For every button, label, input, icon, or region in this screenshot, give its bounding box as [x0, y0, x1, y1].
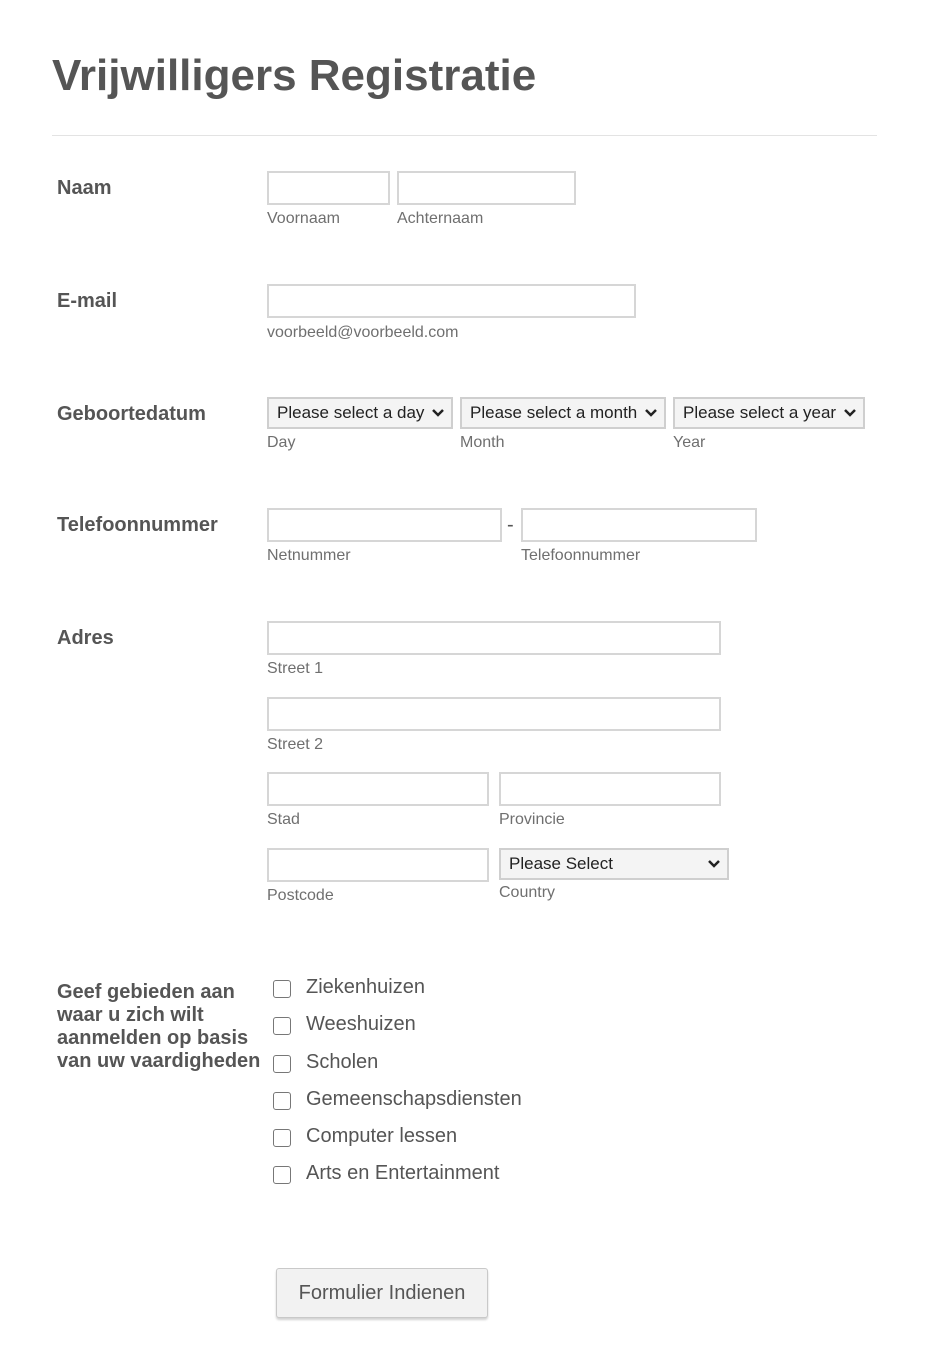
chevron-down-icon [707, 859, 721, 869]
month-select[interactable] [460, 397, 666, 429]
last-name-sublabel: Achternaam [397, 210, 484, 227]
street2-input[interactable] [267, 697, 721, 731]
address-label: Adres [57, 627, 114, 649]
checkbox-icon[interactable] [273, 1092, 291, 1110]
street2-sublabel: Street 2 [267, 736, 324, 753]
street1-sublabel: Street 1 [267, 660, 324, 677]
country-select-value: Please Select [509, 854, 613, 873]
checkbox-option-label: Gemeenschapsdiensten [306, 1088, 522, 1110]
day-select[interactable] [267, 397, 453, 429]
checkbox-icon[interactable] [273, 1017, 291, 1035]
areas-label: Geef gebieden aan waar u zich wilt aanmelden op basis van uw vaardigheden [57, 981, 261, 1072]
last-name-input[interactable] [397, 171, 576, 205]
month-sublabel: Month [460, 434, 505, 451]
area-code-input[interactable] [267, 508, 502, 542]
naam-label: Naam [57, 177, 112, 199]
year-select[interactable] [673, 397, 865, 429]
email-label: E-mail [57, 290, 118, 312]
province-sublabel: Provincie [499, 811, 565, 828]
email-sublabel: voorbeeld@voorbeeld.com [267, 324, 459, 341]
checkbox-option-label: Scholen [306, 1051, 379, 1073]
postcode-input[interactable] [267, 848, 489, 882]
birthdate-label: Geboortedatum [57, 403, 206, 425]
email-input[interactable] [267, 284, 636, 318]
day-select-value: Please select a day [277, 403, 425, 422]
phone-separator: - [507, 514, 514, 536]
submit-button[interactable]: Formulier Indienen [276, 1268, 488, 1318]
month-select-value: Please select a month [470, 403, 638, 422]
chevron-down-icon [843, 408, 857, 418]
country-sublabel: Country [499, 884, 556, 901]
checkbox-icon[interactable] [273, 1055, 291, 1073]
first-name-input[interactable] [267, 171, 390, 205]
country-select[interactable] [499, 848, 729, 880]
checkbox-icon[interactable] [273, 1129, 291, 1147]
postcode-sublabel: Postcode [267, 887, 334, 904]
checkbox-option-label: Arts en Entertainment [306, 1162, 500, 1184]
checkbox-icon[interactable] [273, 1166, 291, 1184]
phone-label: Telefoonnummer [57, 514, 218, 536]
street1-input[interactable] [267, 621, 721, 655]
checkbox-option-label: Computer lessen [306, 1125, 458, 1147]
chevron-down-icon [431, 408, 445, 418]
checkbox-option-label: Weeshuizen [306, 1013, 416, 1035]
checkbox-option-label: Ziekenhuizen [306, 976, 425, 998]
title-divider [52, 135, 877, 136]
first-name-sublabel: Voornaam [267, 210, 340, 227]
year-select-value: Please select a year [683, 403, 837, 422]
day-sublabel: Day [267, 434, 296, 451]
year-sublabel: Year [673, 434, 706, 451]
checkbox-icon[interactable] [273, 980, 291, 998]
phone-number-input[interactable] [521, 508, 757, 542]
city-sublabel: Stad [267, 811, 300, 828]
area-code-sublabel: Netnummer [267, 547, 351, 564]
phone-number-sublabel: Telefoonnummer [521, 547, 641, 564]
city-input[interactable] [267, 772, 489, 806]
province-input[interactable] [499, 772, 721, 806]
chevron-down-icon [644, 408, 658, 418]
page-title: Vrijwilligers Registratie [52, 51, 537, 100]
